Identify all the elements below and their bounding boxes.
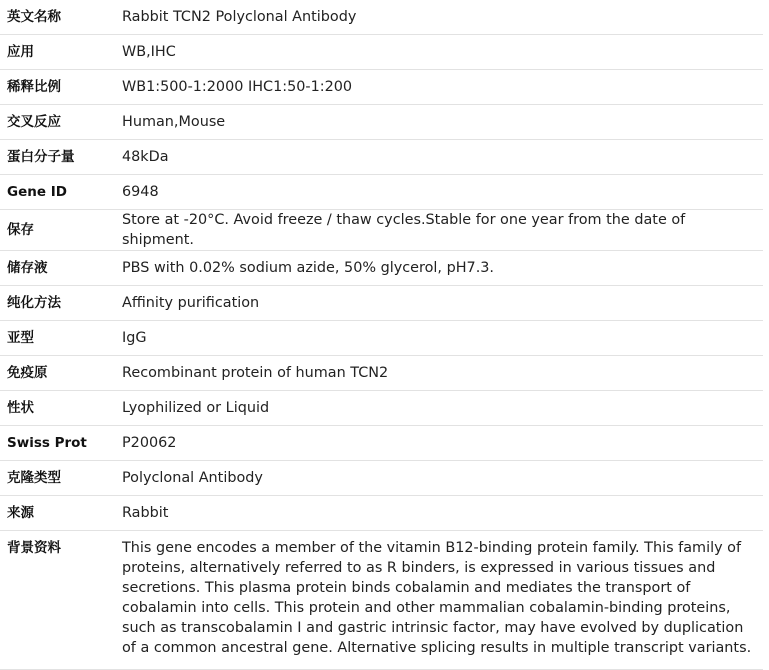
spec-value: P20062 [121,426,763,461]
spec-label: 蛋白分子量 [0,140,121,175]
spec-row-reactivity [0,105,763,140]
spec-row-dilution [0,70,763,105]
spec-row-host [0,496,763,531]
spec-value: Rabbit [121,496,763,531]
spec-value: 48kDa [121,140,763,175]
spec-label: 交叉反应 [0,105,121,140]
spec-value: Lyophilized or Liquid [121,391,763,426]
spec-value: Affinity purification [121,286,763,321]
spec-label: 背景资料 [0,531,121,670]
spec-label: 纯化方法 [0,286,121,321]
spec-label: Swiss Prot [0,426,121,461]
spec-value: Store at -20°C. Avoid freeze / thaw cycles.Stable for one year from the date of shipment. [121,210,763,251]
spec-label: 应用 [0,35,121,70]
spec-row-english-name [0,0,763,35]
spec-label: 克隆类型 [0,461,121,496]
spec-value: IgG [121,321,763,356]
spec-row-gene-id [0,175,763,210]
spec-label: 英文名称 [0,0,121,35]
spec-label: 性状 [0,391,121,426]
spec-value: WB1:500-1:2000 IHC1:50-1:200 [121,70,763,105]
spec-value: Human,Mouse [121,105,763,140]
spec-label: 亚型 [0,321,121,356]
spec-value: This gene encodes a member of the vitamin B12-binding protein family. This family of proteins, alternatively referred to as R binders, is expressed in various tissues and secretions. This plasma protein binds cobalamin and mediates the transport of cobalamin into cells. This protein and other mammalian cobalamin-binding proteins, such as transcobalamin I and gastric intrinsic factor, may have evolved by duplication of a common ancestral gene. Alternative splicing results in multiple transcript variants. [121,531,763,670]
spec-row-storage-buffer [0,251,763,286]
spec-row-molecular-weight [0,140,763,175]
spec-row-storage [0,210,763,251]
spec-row-form [0,391,763,426]
spec-label: 稀释比例 [0,70,121,105]
spec-label: 储存液 [0,251,121,286]
spec-row-application [0,35,763,70]
spec-label: 免疫原 [0,356,121,391]
spec-row-immunogen [0,356,763,391]
spec-value: PBS with 0.02% sodium azide, 50% glycerol, pH7.3. [121,251,763,286]
spec-row-purification [0,286,763,321]
spec-value: Rabbit TCN2 Polyclonal Antibody [121,0,763,35]
spec-row-clonality [0,461,763,496]
spec-value: Polyclonal Antibody [121,461,763,496]
spec-row-isotype [0,321,763,356]
spec-value: Recombinant protein of human TCN2 [121,356,763,391]
spec-label: Gene ID [0,175,121,210]
spec-label: 来源 [0,496,121,531]
spec-row-swiss-prot [0,426,763,461]
spec-value: 6948 [121,175,763,210]
spec-row-background [0,531,763,670]
spec-value: WB,IHC [121,35,763,70]
spec-label: 保存 [0,210,121,251]
